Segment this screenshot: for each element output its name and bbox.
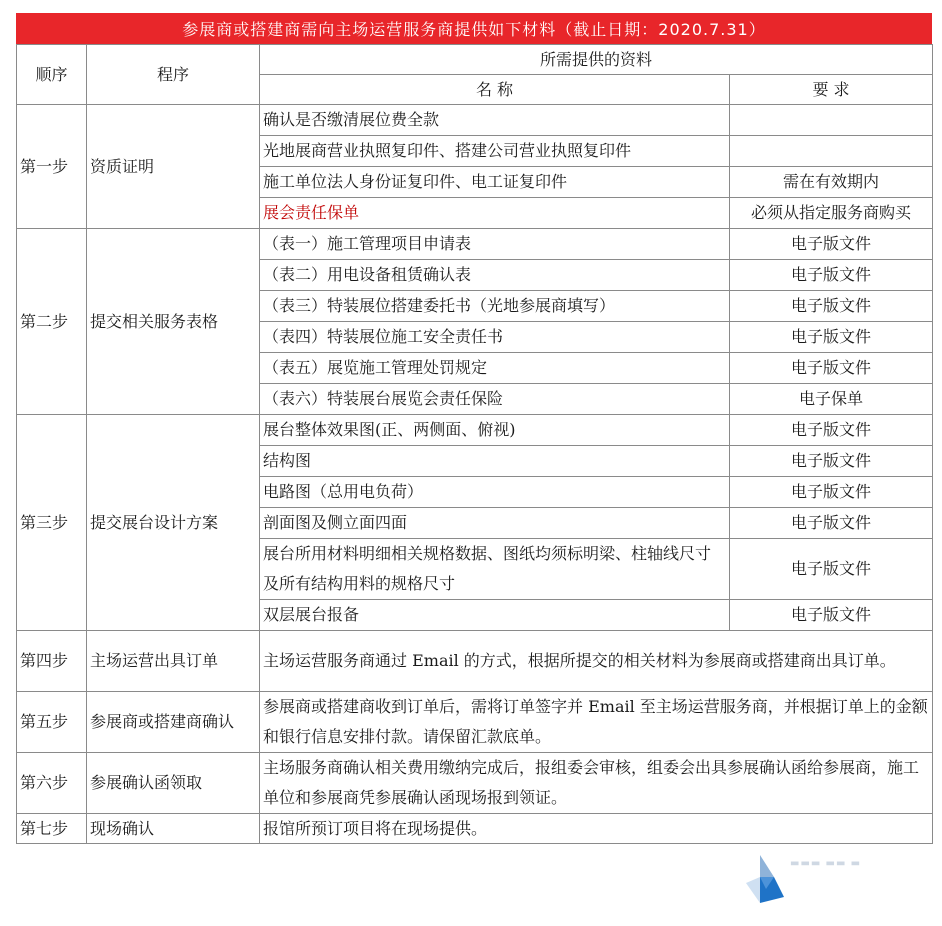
item-name: （表三）特装展位搭建委托书（光地参展商填写）: [260, 291, 730, 322]
item-requirement: 电子版文件: [730, 415, 933, 446]
header-procedure: 程序: [87, 45, 260, 105]
step-procedure: 主场运营出具订单: [87, 631, 260, 692]
item-name: 施工单位法人身份证复印件、电工证复印件: [260, 167, 730, 198]
step-procedure: 提交相关服务表格: [87, 229, 260, 415]
item-name: （表一）施工管理项目申请表: [260, 229, 730, 260]
item-name: 展台所用材料明细相关规格数据、图纸均须标明梁、柱轴线尺寸及所有结构用料的规格尺寸: [260, 539, 730, 600]
step-description: 主场服务商确认相关费用缴纳完成后，报组委会审核，组委会出具参展确认函给参展商，施工单位和参展商凭参展确认函现场报到领证。: [260, 753, 933, 814]
item-name: 确认是否缴清展位费全款: [260, 105, 730, 136]
item-requirement: 需在有效期内: [730, 167, 933, 198]
item-requirement: [730, 136, 933, 167]
banner-title: 参展商或搭建商需向主场运营服务商提供如下材料（截止日期：2020.7.31）: [16, 13, 932, 44]
step-label: 第五步: [17, 692, 87, 753]
item-requirement: 电子版文件: [730, 446, 933, 477]
item-name: （表六）特装展台展览会责任保险: [260, 384, 730, 415]
step-procedure: 资质证明: [87, 105, 260, 229]
item-requirement: 电子版文件: [730, 322, 933, 353]
item-requirement: 必须从指定服务商购买: [730, 198, 933, 229]
step-description: 主场运营服务商通过 Email 的方式，根据所提交的相关材料为参展商或搭建商出具订单。: [260, 631, 933, 692]
item-name: 展台整体效果图(正、两侧面、俯视): [260, 415, 730, 446]
item-requirement: 电子版文件: [730, 229, 933, 260]
table-row: [17, 814, 933, 844]
item-name: 结构图: [260, 446, 730, 477]
step-label: 第二步: [17, 229, 87, 415]
header-requirement: 要 求: [730, 75, 933, 105]
item-requirement: 电子版文件: [730, 260, 933, 291]
materials-table: [16, 44, 933, 844]
watermark-text: ▬▬▬ ▬▬ ▬: [790, 858, 862, 869]
header-materials: 所需提供的资料: [260, 45, 933, 75]
item-requirement: 电子版文件: [730, 477, 933, 508]
step-procedure: 提交展台设计方案: [87, 415, 260, 631]
item-requirement: 电子版文件: [730, 600, 933, 631]
item-requirement: 电子版文件: [730, 508, 933, 539]
item-requirement: 电子版文件: [730, 539, 933, 600]
step-label: 第三步: [17, 415, 87, 631]
watermark-logo-icon: [744, 853, 786, 905]
item-name: 光地展商营业执照复印件、搭建公司营业执照复印件: [260, 136, 730, 167]
table-row: [17, 753, 933, 814]
table-row: [17, 692, 933, 753]
step-description: 报馆所预订项目将在现场提供。: [260, 814, 933, 844]
step-label: 第七步: [17, 814, 87, 844]
item-name: （表五）展览施工管理处罚规定: [260, 353, 730, 384]
step-description: 参展商或搭建商收到订单后，需将订单签字并 Email 至主场运营服务商，并根据订单上的金额和银行信息安排付款。请保留汇款底单。: [260, 692, 933, 753]
materials-document: [16, 13, 932, 844]
table-row: [17, 415, 933, 446]
item-name: （表四）特装展位施工安全责任书: [260, 322, 730, 353]
table-row: [17, 631, 933, 692]
item-requirement: 电子保单: [730, 384, 933, 415]
item-requirement: [730, 105, 933, 136]
item-name: 电路图（总用电负荷）: [260, 477, 730, 508]
step-procedure: 现场确认: [87, 814, 260, 844]
header-name: 名 称: [260, 75, 730, 105]
header-order: 顺序: [17, 45, 87, 105]
item-name: 双层展台报备: [260, 600, 730, 631]
item-name-highlight: 展会责任保单: [260, 198, 730, 229]
item-requirement: 电子版文件: [730, 291, 933, 322]
item-name: 剖面图及侧立面四面: [260, 508, 730, 539]
item-requirement: 电子版文件: [730, 353, 933, 384]
table-row: [17, 229, 933, 260]
header-row-top: [17, 45, 933, 75]
step-label: 第一步: [17, 105, 87, 229]
step-label: 第六步: [17, 753, 87, 814]
table-row: [17, 105, 933, 136]
item-name: （表二）用电设备租赁确认表: [260, 260, 730, 291]
step-procedure: 参展确认函领取: [87, 753, 260, 814]
step-label: 第四步: [17, 631, 87, 692]
step-procedure: 参展商或搭建商确认: [87, 692, 260, 753]
